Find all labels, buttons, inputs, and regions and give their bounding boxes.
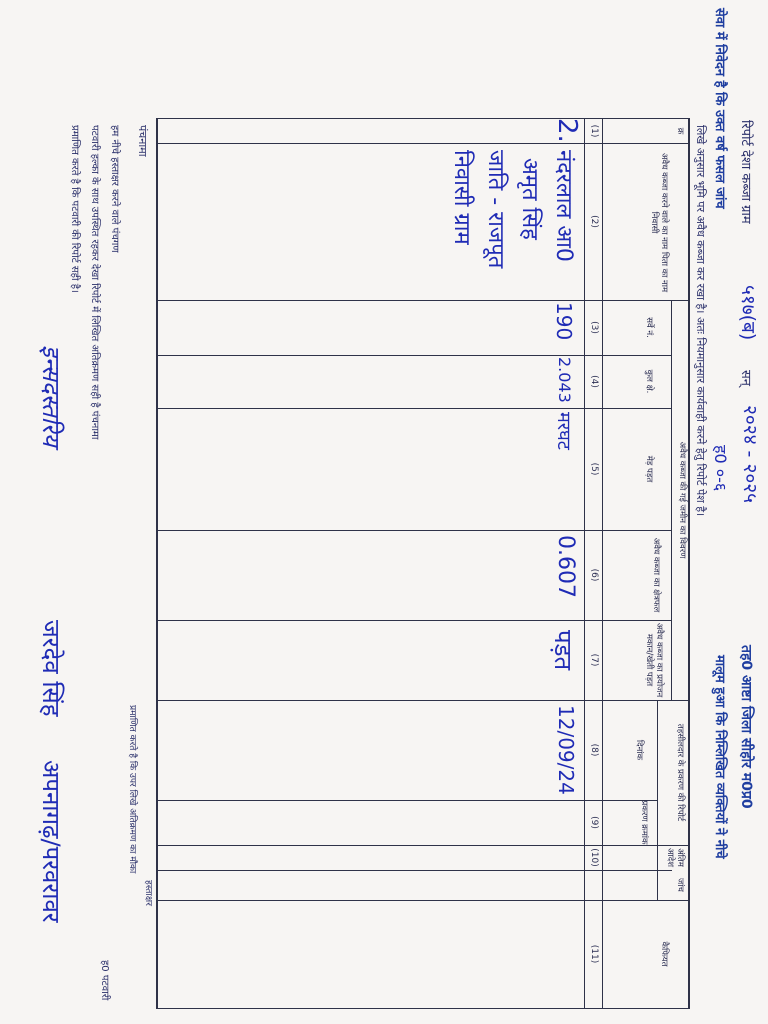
col-line [156, 300, 690, 301]
sub-head-encroached: अवैध कब्जा का क्षेत्रफल [651, 537, 661, 613]
row-serial: 2. [552, 118, 582, 143]
header-line2: सेवा में निवेदन है कि उक्त वर्ष फसल जांच [712, 8, 727, 209]
row-name-line2: अमृत सिंह [517, 158, 542, 240]
row-name-line4: निवासी ग्राम [449, 150, 474, 245]
tehsil-sub-case: प्रकरण क्रमांक [639, 800, 649, 845]
footer-line2: पटवारी हल्का के साथ उपस्थित रहकर देखा रिपोर्ट में लिखित अतिक्रमण सही है पंचनामा [89, 125, 100, 440]
patwari-label: ह0 पटवारी [99, 960, 110, 1001]
date-value: ह0 ०-६ [711, 445, 730, 492]
col-number: (10) [589, 848, 599, 867]
col-number: (5) [589, 462, 599, 476]
tehsil-head: तहसीलदार के प्रकरण की रिपोर्ट [675, 723, 685, 822]
table-numbers-bottom [584, 118, 585, 1008]
table-border-top [688, 118, 690, 1008]
col-line [156, 1008, 690, 1009]
group-header-divider [671, 300, 672, 700]
signature: इन्सदस्तरिय [37, 345, 65, 447]
final-head: अंतिम आदेश [665, 848, 685, 867]
col-number: (9) [589, 816, 599, 829]
village-number: ५१७(ब) [737, 285, 759, 341]
table-border-bottom [156, 118, 158, 1008]
header-line3: लिखे अनुसार भूमि पर अवैध कब्जा कर रखा है। अतः नियमानुसार कार्यवाही करने हेतु रिपोर्ट पेश है। [694, 125, 707, 517]
row-type: मरघट [553, 412, 574, 450]
signature-label: हस्ताक्षर [143, 880, 153, 906]
group-head: अवैध कब्जा की गई जमीन का विवरण [677, 441, 687, 559]
col-number: (6) [589, 568, 599, 582]
header-line2-right: मालूम हुआ कि निम्लिखित व्यक्तियों ने नीचे [712, 655, 727, 859]
final-sub: जांच [675, 878, 685, 892]
col-number: (4) [589, 375, 599, 388]
row-date: 12/09/24 [554, 705, 578, 795]
footer-line3: प्रमाणित करते है कि पटवारी की रिपोर्ट सही है। [69, 125, 80, 293]
tehsil-sub-date: दिनांक [634, 739, 644, 761]
col-number: (11) [589, 944, 599, 964]
row-purpose: पड़त [549, 630, 577, 671]
col-number: (1) [589, 124, 599, 138]
col-sno-head: क्र [675, 127, 685, 135]
sub-head-area: कुल क्षे. [644, 369, 654, 394]
col-name-head: अवैध कब्जा करने वाले का नाम पिता का नाम निवासी [649, 152, 669, 293]
row-area: 2.043 [555, 357, 574, 403]
col-number: (7) [589, 653, 599, 667]
col-number: (2) [589, 215, 599, 228]
signatory-place: अपनागढ़/परवरावर [37, 760, 65, 923]
col-number: (3) [589, 321, 599, 334]
col-line [156, 143, 690, 144]
row-encroached: 0.607 [553, 535, 578, 598]
sub-head-purpose: अवैध कब्जा का प्रयोजन मकान/खेती पड़त [644, 622, 664, 698]
footer-line1: हम नीचे हस्ताक्षर करने वाले पंचगण [109, 125, 120, 253]
col-number: (8) [589, 743, 599, 757]
col-line [156, 118, 690, 119]
remark-head: कैफियत [659, 941, 669, 967]
table-header-bottom [602, 118, 603, 1008]
col-line [156, 800, 658, 801]
certification-line: प्रमाणित करते है कि उपर लिखे अतिक्रमण का मौका [127, 705, 137, 874]
tehsil-district: तह0 आष्टा जिला सीहोर म0प्र0 [738, 645, 754, 809]
header-line1: रिपोर्ट देशा कब्जा ग्राम [738, 120, 753, 224]
row-name-line3: जाति - राजपूत [483, 150, 508, 269]
col-line [156, 900, 690, 901]
col-line [156, 845, 690, 846]
sub-head-type: मेड़ पड़त [644, 455, 654, 483]
row-survey: 190 [552, 302, 576, 341]
col-line [156, 700, 690, 701]
year-label: सन् [738, 370, 753, 387]
panchnama-label: पंचनामा [136, 125, 149, 157]
year-value: २०२४ - २०२५ [739, 405, 761, 503]
sub-head-survey: सर्वे नं. [644, 317, 654, 338]
signatory-name: जरदेव सिंह [37, 620, 65, 717]
row-name-line1: नंदरलाल आ0 [551, 150, 576, 262]
col-line [156, 870, 672, 871]
